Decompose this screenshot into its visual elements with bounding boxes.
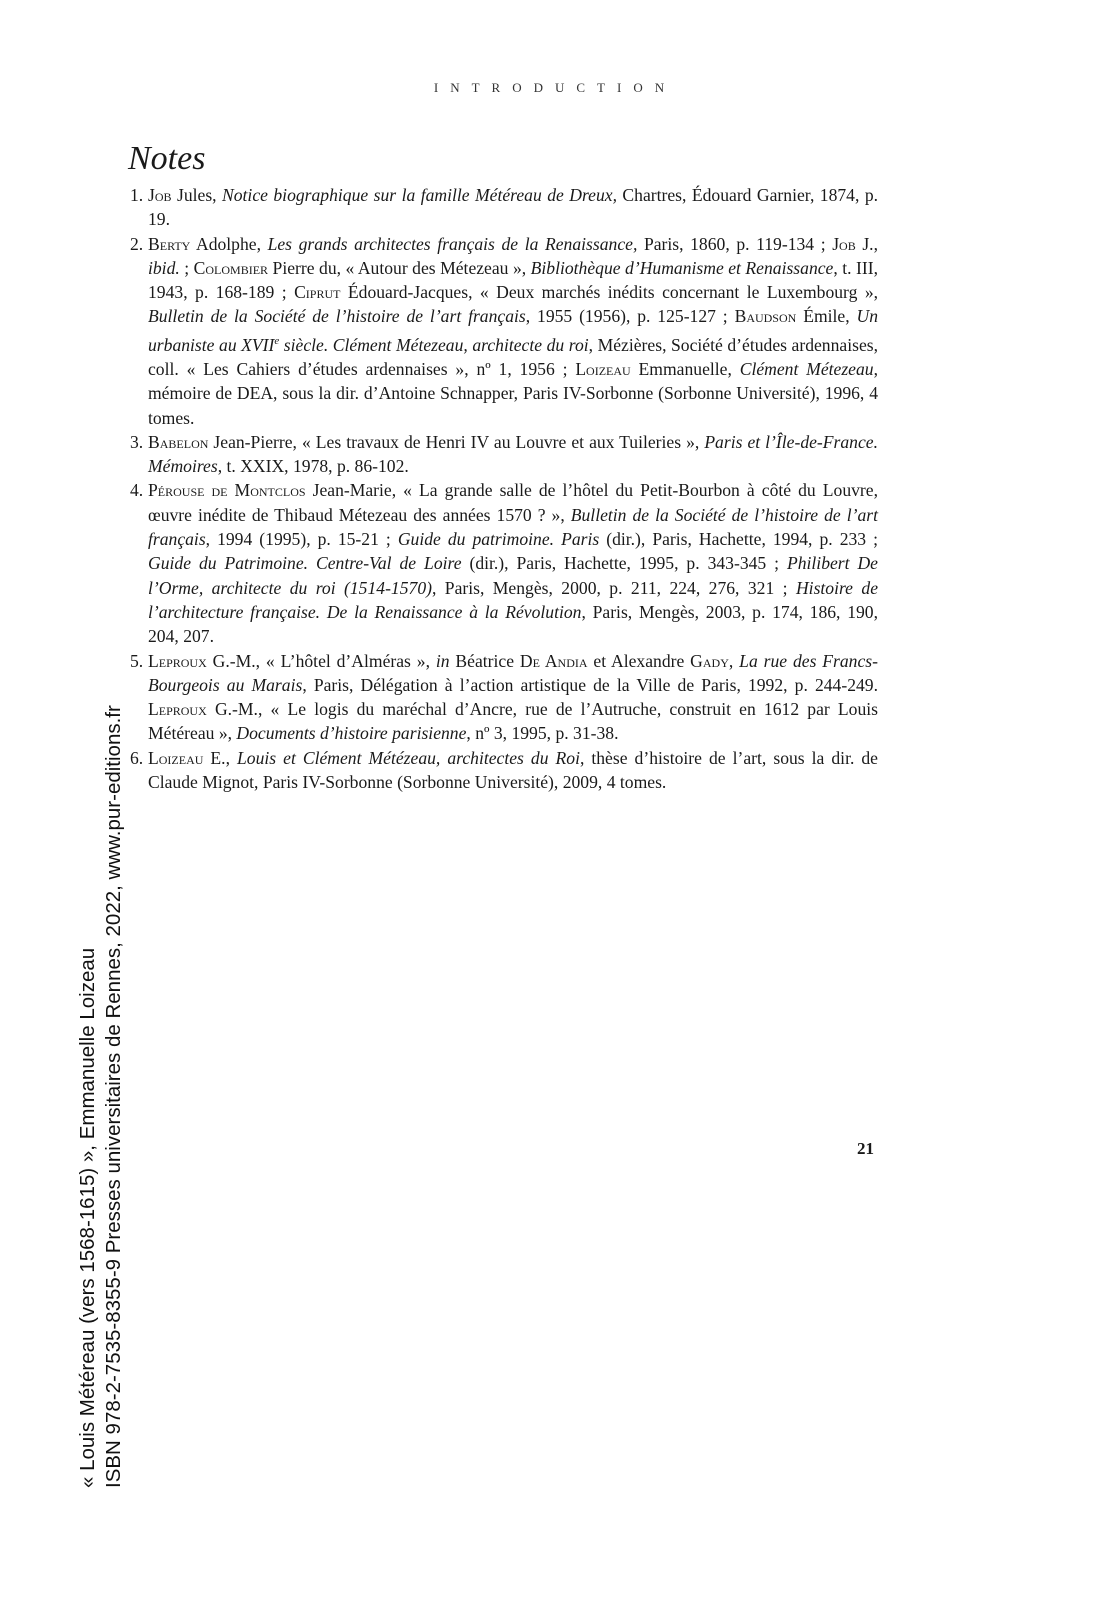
notes-heading: Notes bbox=[128, 140, 206, 177]
note-text: et Alexandre bbox=[587, 650, 691, 671]
author-name: De Andia bbox=[519, 650, 588, 671]
title-text: Bulletin de la Société de l’histoire de l’art français bbox=[148, 306, 526, 327]
title-text: Clément Métezeau bbox=[739, 358, 874, 379]
note-number: 2. bbox=[130, 233, 144, 254]
note-item bbox=[130, 478, 878, 648]
author-name: Pérouse de Montclos bbox=[148, 480, 306, 501]
author-name: Babelon bbox=[148, 431, 209, 452]
author-name: Colombier bbox=[193, 257, 269, 278]
title-text: Philibert De l’Orme, architecte du roi (1514-1570) bbox=[148, 553, 878, 598]
note-text: Pierre du, « Autour des Métezeau », bbox=[268, 257, 531, 278]
note-text: Béatrice bbox=[449, 650, 520, 671]
title-text: Notice biographique sur la famille Météreau de Dreux, bbox=[222, 185, 617, 205]
note-number: 3. bbox=[130, 431, 144, 452]
title-text: Bibliothèque d’Humanisme et Renaissance bbox=[530, 257, 834, 278]
note-text: Paris, 1860, p. 119-134 ; bbox=[637, 233, 833, 254]
notes-list bbox=[130, 183, 878, 794]
title-text: Histoire de l’architecture française. De la Renaissance à la Révolution bbox=[148, 577, 879, 622]
title-text: Un urbaniste au XVII bbox=[148, 306, 878, 355]
title-text: Louis et Clément Métézeau, architectes du Roi bbox=[237, 747, 580, 768]
note-number: 6. bbox=[130, 747, 144, 768]
author-name: Leproux bbox=[148, 699, 207, 720]
note-text: , Paris, Délégation à l’action artistique de la Ville de Paris, 1992, p. 244-249. bbox=[302, 674, 878, 695]
author-name: Ciprut bbox=[294, 282, 341, 303]
author-name: Berty bbox=[148, 233, 191, 254]
note-text: Emmanuelle, bbox=[630, 358, 740, 379]
note-text: , 1955 (1956), p. 125-127 ; bbox=[525, 306, 735, 327]
note-item bbox=[130, 232, 878, 430]
page-number: 21 bbox=[857, 1139, 874, 1158]
note-text: Chartres, Édouard Garnier, 1874, p. 19. bbox=[148, 185, 879, 230]
note-number: 1. bbox=[130, 185, 144, 205]
note-text: , mémoire de DEA, sous la dir. d’Antoine Schnapper, Paris IV-Sorbonne (Sorbonne Université), 1996, 4 tomes. bbox=[148, 358, 878, 428]
note-text: , thèse d’histoire de l’art, sous la dir. de Claude Mignot, Paris IV-Sorbonne (Sorbonne Université), 2009, 4 tomes. bbox=[148, 747, 878, 792]
author-name: Gady bbox=[690, 650, 729, 671]
running-head: INTRODUCTION bbox=[433, 80, 677, 95]
title-text: siècle. Clément Métezeau, architecte du roi bbox=[279, 334, 589, 355]
note-text: (dir.), Paris, Hachette, 1994, p. 233 ; bbox=[599, 529, 878, 550]
note-text: , t. III, 1943, p. 168-189 ; bbox=[148, 257, 879, 303]
title-text: Documents d’histoire parisienne bbox=[236, 723, 467, 744]
title-text: in bbox=[435, 650, 450, 671]
note-number: 4. bbox=[130, 480, 144, 501]
title-text: Paris et l’Île-de-France. Mémoires bbox=[148, 431, 878, 477]
note-text: (dir.), Paris, Hachette, 1995, p. 343-345 ; bbox=[461, 553, 787, 574]
note-text: ; bbox=[179, 257, 194, 278]
note-item bbox=[130, 430, 878, 479]
title-text: Guide du patrimoine. Paris bbox=[397, 529, 600, 550]
note-text: E., bbox=[203, 747, 237, 768]
note-text: , t. XXIX, 1978, p. 86-102. bbox=[217, 456, 409, 477]
note-text: , Paris, Mengès, 2003, p. 174, 186, 190, 204, 207. bbox=[148, 601, 878, 647]
note-text: , Mézières, Société d’études ardennaises, coll. « Les Cahiers d’études ardennaises », nº 1, 1956 ; bbox=[148, 334, 878, 379]
title-text: Guide du Patrimoine. Centre-Val de Loire bbox=[148, 553, 462, 574]
note-text: Édouard-Jacques, « Deux marchés inédits concernant le Luxembourg », bbox=[340, 282, 879, 303]
note-text: G.-M., « Le logis du maréchal d’Ancre, rue de l’Autruche, construit en 1612 par Louis Météreau », bbox=[148, 699, 878, 744]
title-text: ibid. bbox=[148, 257, 180, 278]
author-name: Leproux bbox=[148, 650, 207, 671]
note-item bbox=[130, 746, 878, 795]
note-text: Adolphe, bbox=[190, 233, 268, 254]
note-text: Jules, bbox=[171, 185, 223, 205]
author-name: Job bbox=[148, 185, 172, 205]
title-text: Les grands architectes français de la Renaissance, bbox=[267, 233, 638, 254]
note-text: G.-M., « L’hôtel d’Alméras », bbox=[206, 650, 436, 671]
note-item bbox=[130, 183, 878, 232]
title-text: Bulletin de la Société de l’histoire de l’art français bbox=[148, 504, 878, 550]
note-number: 5. bbox=[130, 650, 144, 671]
note-text: J., bbox=[855, 233, 878, 254]
note-text: , 1994 (1995), p. 15-21 ; bbox=[205, 529, 398, 550]
title-text: e bbox=[274, 334, 280, 347]
author-name: Loizeau bbox=[148, 747, 204, 768]
note-item bbox=[130, 649, 878, 746]
side-credit-line-2: ISBN 978-2-7535-8355-9 Presses universitaires de Rennes, 2022, www.pur-editions.fr bbox=[102, 705, 125, 1488]
note-text: , bbox=[728, 650, 740, 671]
note-text: Jean-Marie, « La grande salle de l’hôtel du Petit-Bourbon à côté du Louvre, œuvre inédite de Thibaud Métezeau des années 1570 ? », bbox=[148, 480, 878, 525]
title-text: La rue des Francs-Bourgeois au Marais bbox=[148, 650, 878, 695]
note-text: Jean-Pierre, « Les travaux de Henri IV au Louvre et aux Tuileries », bbox=[208, 431, 705, 452]
note-text: Émile, bbox=[796, 306, 857, 327]
side-credit bbox=[75, 705, 127, 1488]
author-name: Job bbox=[832, 233, 856, 254]
side-credit-line-1: « Louis Météreau (vers 1568-1615) », Emmanuelle Loizeau bbox=[76, 947, 99, 1488]
note-text: , Paris, Mengès, 2000, p. 211, 224, 276, 321 ; bbox=[431, 577, 796, 598]
author-name: Baudson bbox=[734, 306, 797, 327]
author-name: Loizeau bbox=[575, 358, 631, 379]
note-text: , nº 3, 1995, p. 31-38. bbox=[466, 723, 619, 744]
